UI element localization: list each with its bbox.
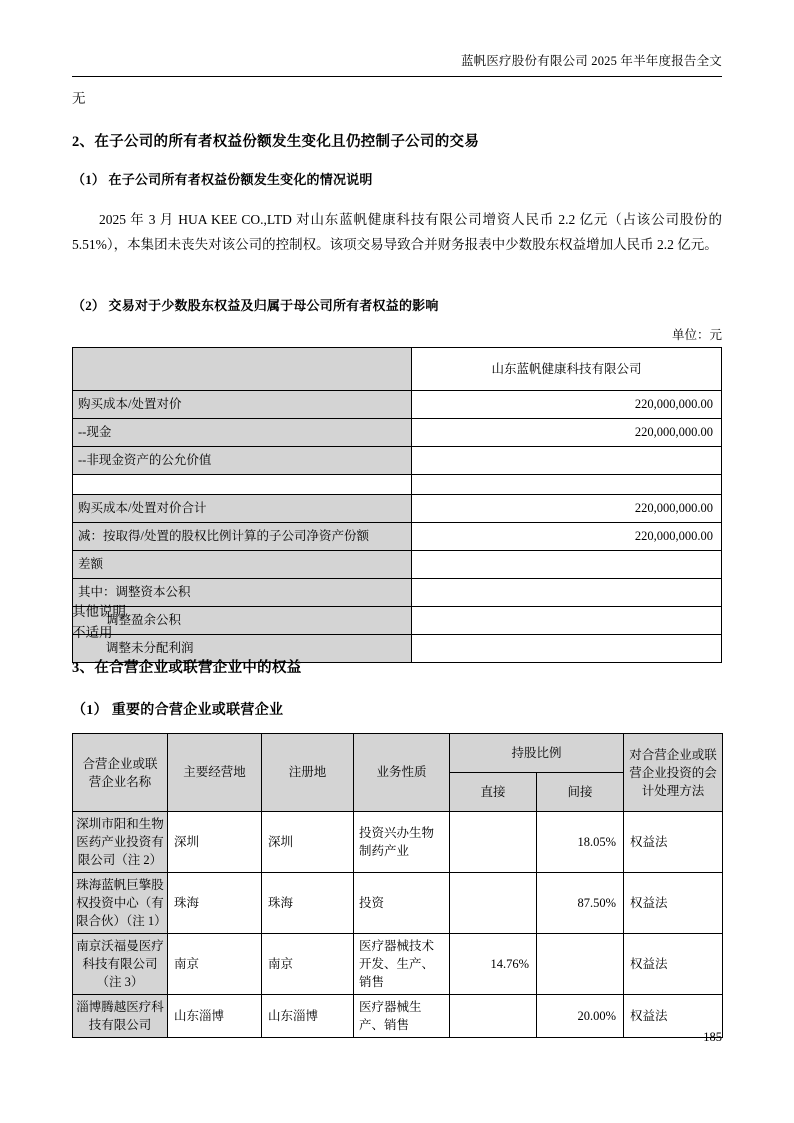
subsection-heading-3-1: （1） 重要的合营企业或联营企业 — [72, 703, 284, 718]
header-name: 合营企业或联营企业名称 — [73, 734, 168, 812]
jv-business-nature: 医疗器械生产、销售 — [354, 995, 450, 1038]
joint-venture-table-head — [73, 734, 723, 812]
table1-row-value — [412, 475, 722, 495]
table-header-row — [73, 348, 722, 391]
other-note-label: 其他说明 — [72, 604, 126, 619]
top-note-text: 无 — [72, 91, 86, 106]
table1-row-label: --非现金资产的公允价值 — [73, 447, 412, 475]
header-operating-place: 主要经营地 — [168, 734, 262, 812]
page-header: 蓝帆医疗股份有限公司 2025 年半年度报告全文 — [460, 54, 722, 68]
table-header-row-top — [73, 734, 723, 773]
jv-name: 南京沃福曼医疗科技有限公司（注 3） — [73, 934, 168, 995]
table1-row-value: 220,000,000.00 — [412, 419, 722, 447]
table1-row-label: 调整盈余公积 — [73, 607, 412, 635]
table-row — [73, 419, 722, 447]
joint-venture-table — [72, 733, 723, 1038]
other-note-value: 不适用 — [72, 625, 113, 640]
header-indirect: 间接 — [537, 773, 624, 812]
table-row — [73, 551, 722, 579]
section-heading-2: 2、在子公司的所有者权益份额发生变化且仍控制子公司的交易 — [72, 134, 480, 150]
table1-row-value — [412, 551, 722, 579]
table1-row-value: 220,000,000.00 — [412, 391, 722, 419]
subsection-heading-2-1: （1） 在子公司所有者权益份额发生变化的情况说明 — [72, 172, 373, 187]
jv-operating-place: 珠海 — [168, 873, 262, 934]
page-number: 185 — [703, 1030, 722, 1044]
subsection-heading-2-2: （2） 交易对于少数股东权益及归属于母公司所有者权益的影响 — [72, 298, 439, 313]
jv-indirect: 87.50% — [537, 873, 624, 934]
section-heading-3: 3、在合营企业或联营企业中的权益 — [72, 660, 302, 676]
table-row — [73, 447, 722, 475]
table1-row-value — [412, 447, 722, 475]
jv-accounting-method: 权益法 — [624, 873, 723, 934]
table-row — [73, 873, 723, 934]
jv-name: 珠海蓝帆巨擎股权投资中心（有限合伙）（注 1） — [73, 873, 168, 934]
table1-row-value: 220,000,000.00 — [412, 495, 722, 523]
table1-header-label-cell — [73, 348, 412, 391]
jv-accounting-method: 权益法 — [624, 812, 723, 873]
table1-row-label — [73, 475, 412, 495]
jv-direct — [450, 873, 537, 934]
jv-business-nature: 投资兴办生物制药产业 — [354, 812, 450, 873]
table-row — [73, 934, 723, 995]
table-row — [73, 495, 722, 523]
table-row — [73, 391, 722, 419]
table-row — [73, 812, 723, 873]
jv-indirect — [537, 934, 624, 995]
table1-header-company-cell: 山东蓝帆健康科技有限公司 — [412, 348, 722, 391]
table1-row-value: 220,000,000.00 — [412, 523, 722, 551]
header-business-nature: 业务性质 — [354, 734, 450, 812]
jv-accounting-method: 权益法 — [624, 995, 723, 1038]
header-registered-place: 注册地 — [262, 734, 354, 812]
table1-row-label: 调整未分配利润 — [73, 635, 412, 663]
jv-business-nature: 投资 — [354, 873, 450, 934]
jv-operating-place: 山东淄博 — [168, 995, 262, 1038]
jv-name: 淄博腾越医疗科技有限公司 — [73, 995, 168, 1038]
jv-indirect: 18.05% — [537, 812, 624, 873]
table1-row-label: 购买成本/处置对价合计 — [73, 495, 412, 523]
table1-row-label: --现金 — [73, 419, 412, 447]
jv-registered-place: 深圳 — [262, 812, 354, 873]
jv-registered-place: 山东淄博 — [262, 995, 354, 1038]
jv-operating-place: 南京 — [168, 934, 262, 995]
jv-accounting-method: 权益法 — [624, 934, 723, 995]
jv-direct: 14.76% — [450, 934, 537, 995]
header-direct: 直接 — [450, 773, 537, 812]
jv-registered-place: 南京 — [262, 934, 354, 995]
table1-row-label: 购买成本/处置对价 — [73, 391, 412, 419]
subsection-2-1-paragraph: 2025 年 3 月 HUA KEE CO.,LTD 对山东蓝帆健康科技有限公司增资人民币 2.2 亿元（占该公司股份的 5.51%），本集团未丧失对该公司的控制权。该项交易导致合并财务报表中少数股东权益增加人民币 2.2 亿元。 — [72, 212, 722, 252]
jv-indirect: 20.00% — [537, 995, 624, 1038]
jv-business-nature: 医疗器械技术开发、生产、销售 — [354, 934, 450, 995]
table1-row-label: 减：按取得/处置的股权比例计算的子公司净资产份额 — [73, 523, 412, 551]
table1-row-label: 其中：调整资本公积 — [73, 579, 412, 607]
table1-row-label: 差额 — [73, 551, 412, 579]
jv-direct — [450, 812, 537, 873]
table-row — [73, 523, 722, 551]
joint-venture-table-body — [73, 812, 723, 1038]
header-divider — [72, 76, 722, 77]
jv-name: 深圳市阳和生物医药产业投资有限公司（注 2） — [73, 812, 168, 873]
header-shareholding-group: 持股比例 — [450, 734, 624, 773]
table1-unit-label: 单位：元 — [671, 328, 722, 342]
table-row-spacer — [73, 475, 722, 495]
header-accounting-method: 对合营企业或联营企业投资的会计处理方法 — [624, 734, 723, 812]
jv-registered-place: 珠海 — [262, 873, 354, 934]
jv-operating-place: 深圳 — [168, 812, 262, 873]
